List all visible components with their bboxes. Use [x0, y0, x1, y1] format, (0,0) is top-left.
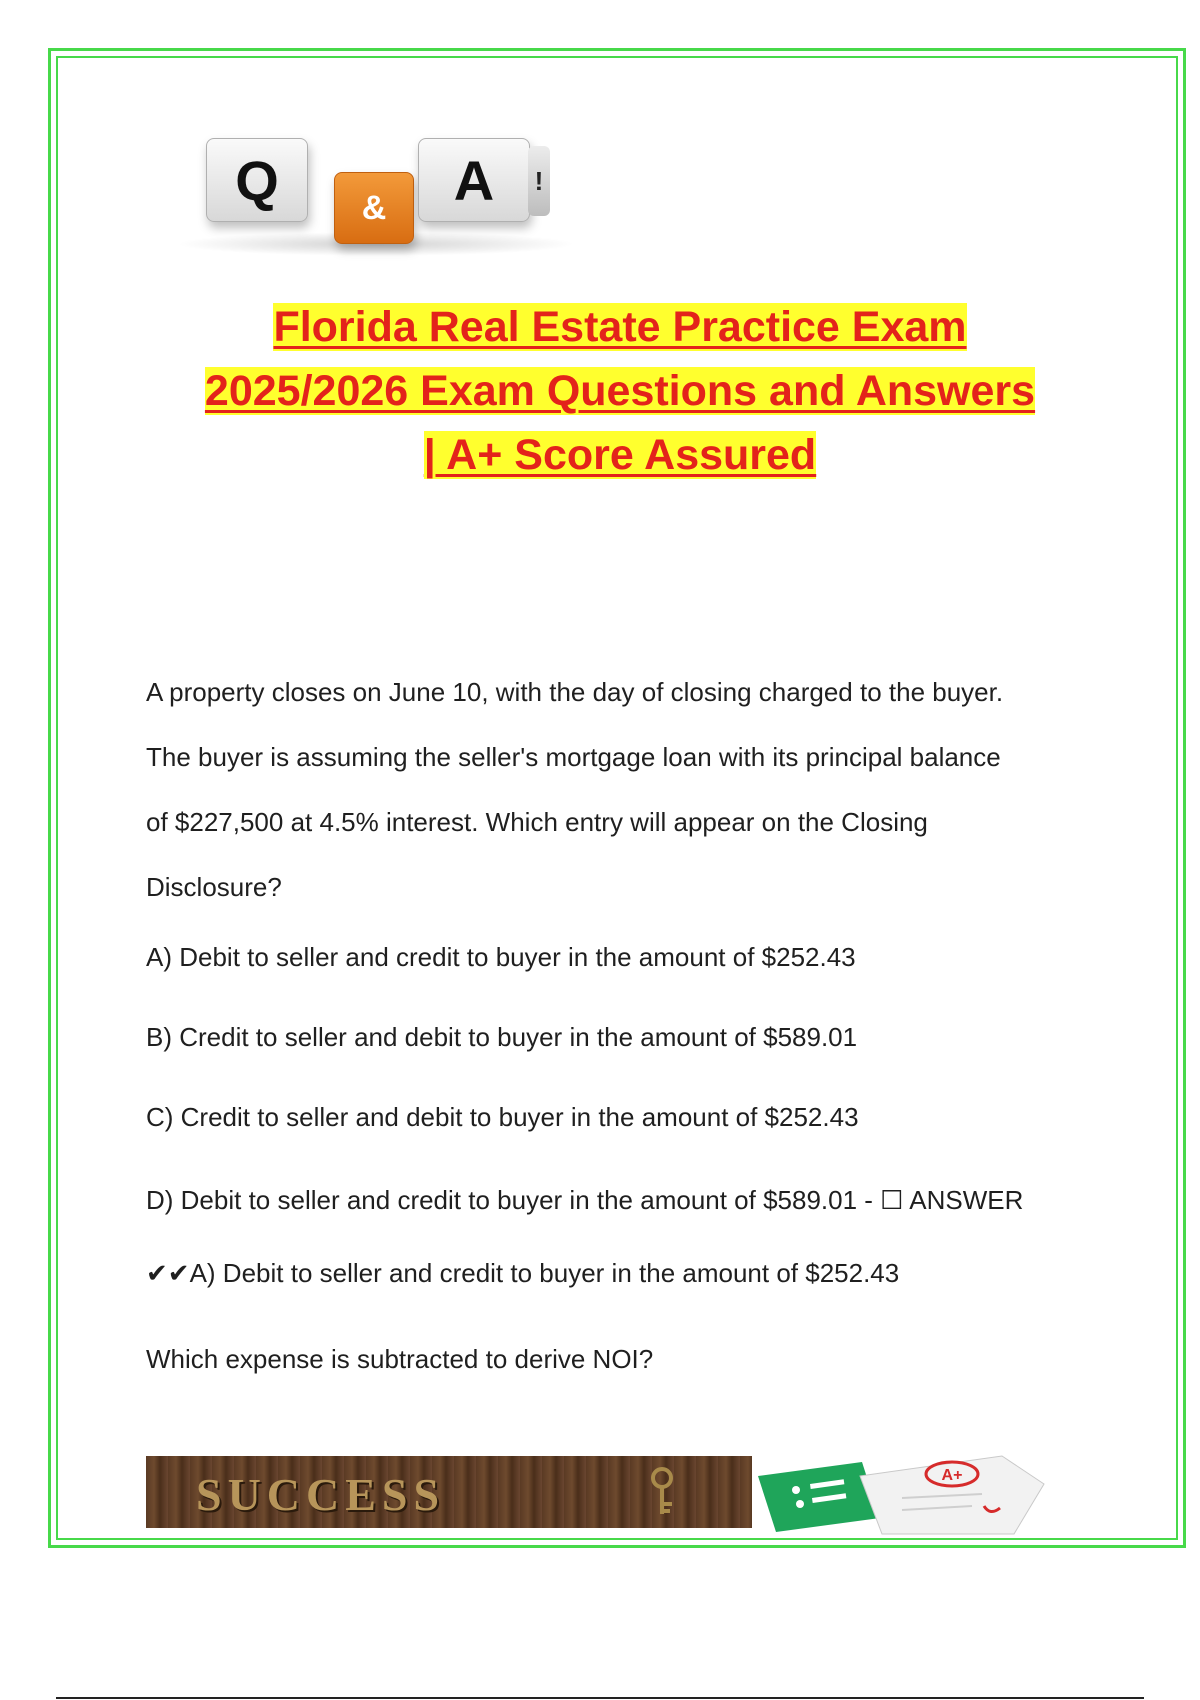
title-line-3: | A+ Score Assured: [423, 431, 817, 479]
answer-line: ✔✔A) Debit to seller and credit to buyer in the amount of $252.43: [146, 1258, 900, 1288]
question-line: The buyer is assuming the seller's mortgage loan with its principal balance: [146, 742, 1001, 772]
document-title: [140, 295, 1100, 487]
key-icon: [642, 1466, 682, 1518]
document-grade-icon: [752, 1454, 1072, 1536]
question-2-text: Which expense is subtracted to derive NOI?: [146, 1344, 654, 1374]
grade-label: A+: [941, 1467, 963, 1484]
question-line: Disclosure?: [146, 872, 282, 902]
question-1-text: [146, 660, 1106, 920]
option-b: B) Credit to seller and debit to buyer in the amount of $589.01: [146, 1022, 858, 1052]
title-line-1: Florida Real Estate Practice Exam: [273, 303, 967, 351]
footer-rule: [56, 1697, 1144, 1699]
die-amp: &: [334, 172, 414, 244]
die-a: A: [418, 138, 530, 222]
option-c: C) Credit to seller and debit to buyer in the amount of $252.43: [146, 1102, 859, 1132]
option-d: D) Debit to seller and credit to buyer in the amount of $589.01 - ☐ ANSWER: [146, 1185, 1024, 1215]
die-side-right: !: [528, 146, 550, 216]
success-banner: [146, 1456, 752, 1528]
title-line-2: 2025/2026 Exam Questions and Answers: [204, 367, 1036, 415]
success-label: SUCCESS: [196, 1469, 446, 1520]
qa-dice-icon: [146, 120, 596, 270]
question-line: A property closes on June 10, with the day of closing charged to the buyer.: [146, 677, 1004, 707]
question-line: of $227,500 at 4.5% interest. Which entry will appear on the Closing: [146, 807, 928, 837]
option-a: A) Debit to seller and credit to buyer in the amount of $252.43: [146, 942, 856, 972]
die-q: Q: [206, 138, 308, 222]
